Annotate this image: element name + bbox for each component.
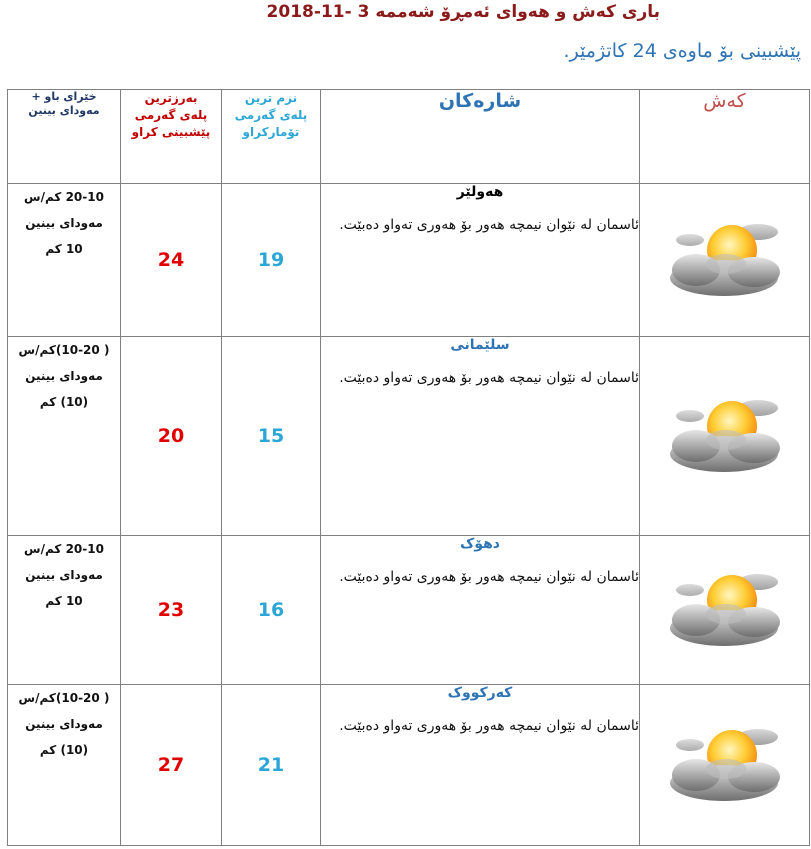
weather-icon-cell (640, 184, 810, 337)
header-max-line: پلەی گەرمی (134, 108, 208, 122)
weather-description: ئاسمان لە نێوان نیمچە هەور بۆ هەوری تەواو دەبێت. (339, 217, 639, 233)
max-temp-value: 20 (121, 337, 222, 536)
wind-visibility-cell (8, 685, 121, 846)
header-max-line: بەرزترین (144, 91, 198, 105)
sun-cloud-icon (640, 394, 809, 478)
sun-cloud-icon (640, 723, 809, 807)
max-temp-value: 23 (121, 536, 222, 685)
visibility-value: 10 کم (45, 594, 83, 608)
weather-description: ئاسمان لە نێوان نیمچە هەور بۆ هەوری تەواو دەبێت. (339, 718, 639, 734)
wind-visibility-cell (8, 184, 121, 337)
city-name: دهۆک (459, 536, 500, 552)
city-cell (321, 337, 640, 536)
min-temp-value: 19 (222, 184, 321, 337)
visibility-label: مەودای بینین (25, 717, 103, 731)
header-wind-line: خێرای باو + (31, 90, 97, 103)
weather-description: ئاسمان لە نێوان نیمچە هەور بۆ هەوری تەواو دەبێت. (339, 370, 639, 386)
visibility-value: (10) کم (39, 743, 89, 757)
visibility-label: مەودای بینین (25, 216, 103, 230)
wind-visibility-cell (8, 337, 121, 536)
max-temp-value: 27 (121, 685, 222, 846)
visibility-label: مەودای بینین (25, 369, 103, 383)
weather-description: ئاسمان لە نێوان نیمچە هەور بۆ هەوری تەواو دەبێت. (339, 569, 639, 585)
weather-icon-cell (640, 536, 810, 685)
weather-icon-cell (640, 337, 810, 536)
forecast-subtitle: پێشبینی بۆ ماوەی 24 کاتژمێر. (563, 40, 801, 62)
header-min-line: تۆمارکراو (242, 125, 300, 139)
wind-speed: 20-10 کم/س (24, 542, 104, 556)
sun-cloud-icon (640, 218, 809, 302)
min-temp-value: 15 (222, 337, 321, 536)
city-name: کەرکووک (447, 685, 513, 701)
header-min-line: نزم ترین (244, 91, 298, 105)
wind-visibility-cell (8, 536, 121, 685)
city-name: سلێمانی (450, 337, 510, 353)
wind-speed: ( 10-20)کم/س (18, 691, 110, 705)
min-temp-value: 21 (222, 685, 321, 846)
header-wind-visibility (8, 90, 121, 184)
weather-icon-cell (640, 685, 810, 846)
header-max-line: پێشبینی کراو (131, 125, 211, 139)
city-cell (321, 184, 640, 337)
table-row (8, 184, 810, 337)
city-name: هەولێر (456, 184, 504, 200)
table-header-row (8, 90, 810, 184)
header-min-line: پلەی گەرمی (234, 108, 308, 122)
header-weather: کەش (640, 90, 810, 184)
table-row (8, 337, 810, 536)
header-max-temp (121, 90, 222, 184)
visibility-value: 10 کم (45, 242, 83, 256)
sun-cloud-icon (640, 568, 809, 652)
city-cell (321, 536, 640, 685)
forecast-table (7, 89, 810, 846)
min-temp-value: 16 (222, 536, 321, 685)
page-title: باری کەش و هەوای ئەمڕۆ شەممە 3 -11-2018 (266, 2, 660, 22)
table-row (8, 536, 810, 685)
visibility-label: مەودای بینین (25, 568, 103, 582)
city-cell (321, 685, 640, 846)
header-cities: شارەکان (321, 90, 640, 184)
header-wind-line: مەودای بینین (28, 104, 100, 117)
max-temp-value: 24 (121, 184, 222, 337)
table-row (8, 685, 810, 846)
visibility-value: (10) کم (39, 395, 89, 409)
wind-speed: ( 10-20)کم/س (18, 343, 110, 357)
wind-speed: 20-10 کم/س (24, 190, 104, 204)
header-min-temp (222, 90, 321, 184)
